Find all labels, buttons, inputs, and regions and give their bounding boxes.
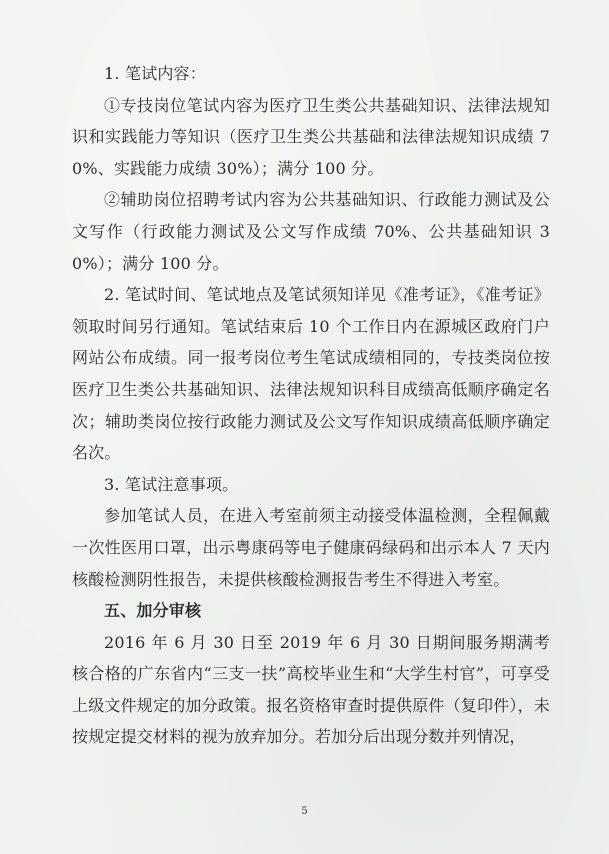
document-body — [72, 58, 550, 753]
bonus-review-paragraph: 2016 年 6 月 30 日至 2019 年 6 月 30 日期间服务期满考核合格的广东省内“三支一扶”高校毕业生和“大学生村官”，可享受上级文件规定的加分政策。报名资格审查时提供原件（复印件），未按规定提交材料的视为放弃加分。若加分后出现分数并列情况， — [72, 632, 551, 747]
professional-post-exam-content: ①专技岗位笔试内容为医疗卫生类公共基础知识、法律法规知识和实践能力等知识（医疗卫生类公共基础和法律法规知识成绩 70%、实践能力成绩 30%）；满分 100 分。 — [72, 95, 550, 178]
exam-time-location-paragraph: 2. 笔试时间、笔试地点及笔试须知详见《准考证》，《准考证》领取时间另行通知。笔试结束后 10 个工作日内在源城区政府门户网站公布成绩。同一报考岗位考生笔试成绩相同的，专技类岗位按医疗卫生类公共基础知识、法律法规知识科目成绩高低顺序确定名次；辅助类岗位按行政能力测试及公文写作知识成绩高低顺序确定名次。 — [72, 285, 550, 463]
exam-content-title: 1. 笔试内容： — [104, 64, 206, 83]
section-heading-bonus-review: 五、加分审核 — [104, 601, 202, 621]
exam-notes-paragraph: 参加笔试人员，在进入考室前须主动接受体温检测，全程佩戴一次性医用口罩，出示粤康码等电子健康码绿码和出示本人 7 天内核酸检测阴性报告，未提供核酸检测报告考生不得进入考室。 — [72, 506, 550, 589]
page-number: 5 — [301, 806, 308, 817]
exam-notes-title: 3. 笔试注意事项。 — [104, 474, 239, 494]
auxiliary-post-exam-content: ②辅助岗位招聘考试内容为公共基础知识、行政能力测试及公文写作（行政能力测试及公文写作成绩 70%、公共基础知识 30%）；满分 100 分。 — [72, 190, 550, 273]
